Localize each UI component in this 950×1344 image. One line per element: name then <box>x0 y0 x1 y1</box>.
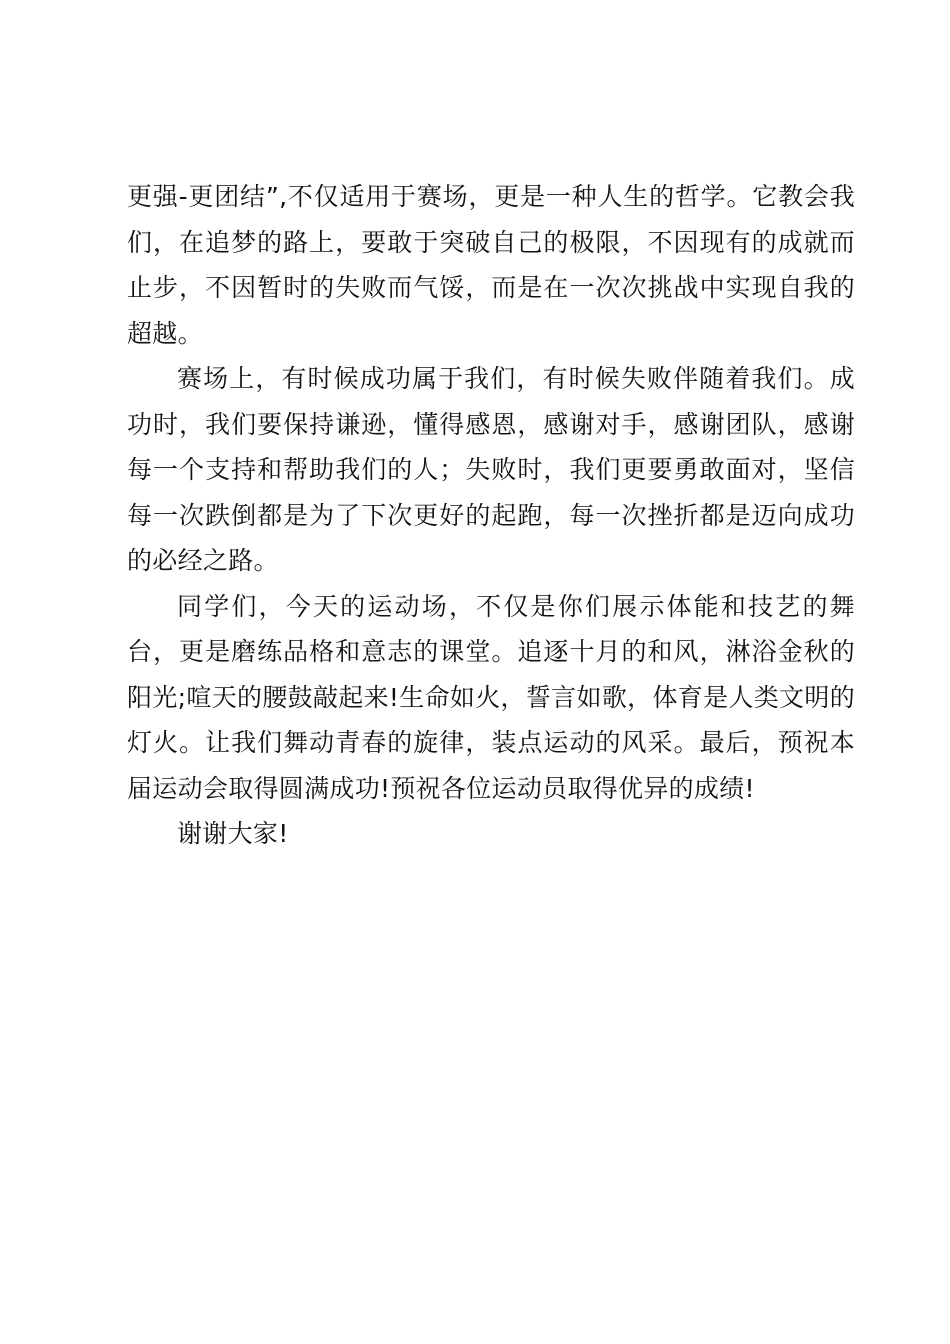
paragraph-continuation: 更强-更团结”,不仅适用于赛场，更是一种人生的哲学。它教会我们，在追梦的路上，要敢于突破自己的极限，不因现有的成就而止步，不因暂时的失败而气馁，而是在一次次挑战中实现自我的超越。 <box>127 182 855 348</box>
paragraph-sports-field: 同学们，今天的运动场，不仅是你们展示体能和技艺的舞台，更是磨练品格和意志的课堂。追逐十月的和风，淋浴金秋的阳光;喧天的腰鼓敲起来!生命如火，誓言如歌，体育是人类文明的灯火。让我们舞动青春的旋律，装点运动的风采。最后，预祝本届运动会取得圆满成功!预祝各位运动员取得优异的成绩! <box>127 591 855 803</box>
paragraph-success-failure: 赛场上，有时候成功属于我们，有时候失败伴随着我们。成功时，我们要保持谦逊，懂得感恩，感谢对手，感谢团队，感谢每一个支持和帮助我们的人；失败时，我们更要勇敢面对，坚信每一次跌倒都是为了下次更好的起跑，每一次挫折都是迈向成功的必经之路。 <box>127 364 855 575</box>
speech-body <box>127 174 855 857</box>
paragraph-thanks: 谢谢大家! <box>177 819 289 848</box>
